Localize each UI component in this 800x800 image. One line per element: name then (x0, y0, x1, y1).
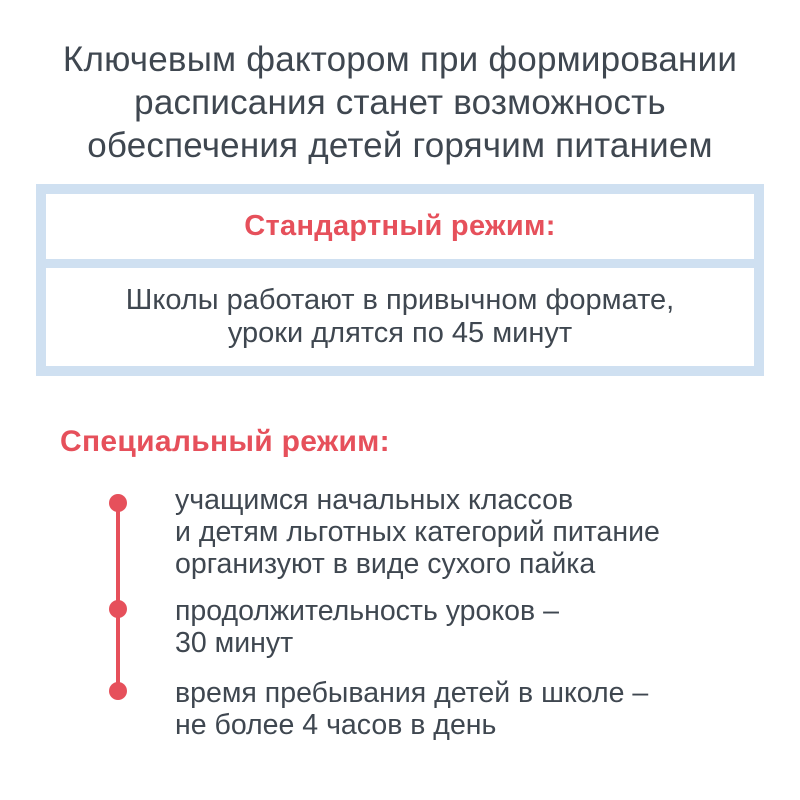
item-1-line-3: организуют в виде сухого пайка (175, 548, 596, 580)
item-3-line-1: время пребывания детей в школе – (175, 677, 649, 709)
title-line-1: Ключевым фактором при формировании (62, 40, 738, 79)
standard-mode-text-line-1: Школы работают в привычном формате, (125, 284, 675, 316)
bullet-dot-icon (109, 682, 127, 700)
standard-mode-title: Стандартный режим: (244, 210, 556, 242)
standard-mode-box (36, 184, 764, 376)
item-3-line-2: не более 4 часов в день (175, 709, 497, 741)
timeline-line (116, 503, 120, 691)
title-line-2: расписания станет возможность (134, 83, 666, 122)
page-title (0, 38, 800, 167)
item-2-line-1: продолжительность уроков – (175, 595, 559, 627)
standard-mode-text-line-2: уроки длятся по 45 минут (227, 317, 573, 349)
item-1-line-2: и детям льготных категорий питание (175, 516, 660, 548)
special-mode-item (175, 484, 660, 580)
special-mode-title: Специальный режим: (60, 425, 390, 458)
special-mode-item (175, 677, 648, 741)
item-1-line-1: учащимся начальных классов (175, 484, 574, 516)
standard-mode-header (46, 194, 754, 259)
special-mode-item (175, 595, 559, 659)
bullet-dot-icon (109, 494, 127, 512)
standard-mode-body (46, 268, 754, 366)
item-2-line-2: 30 минут (175, 627, 294, 659)
bullet-dot-icon (109, 600, 127, 618)
title-line-3: обеспечения детей горячим питанием (87, 126, 713, 165)
